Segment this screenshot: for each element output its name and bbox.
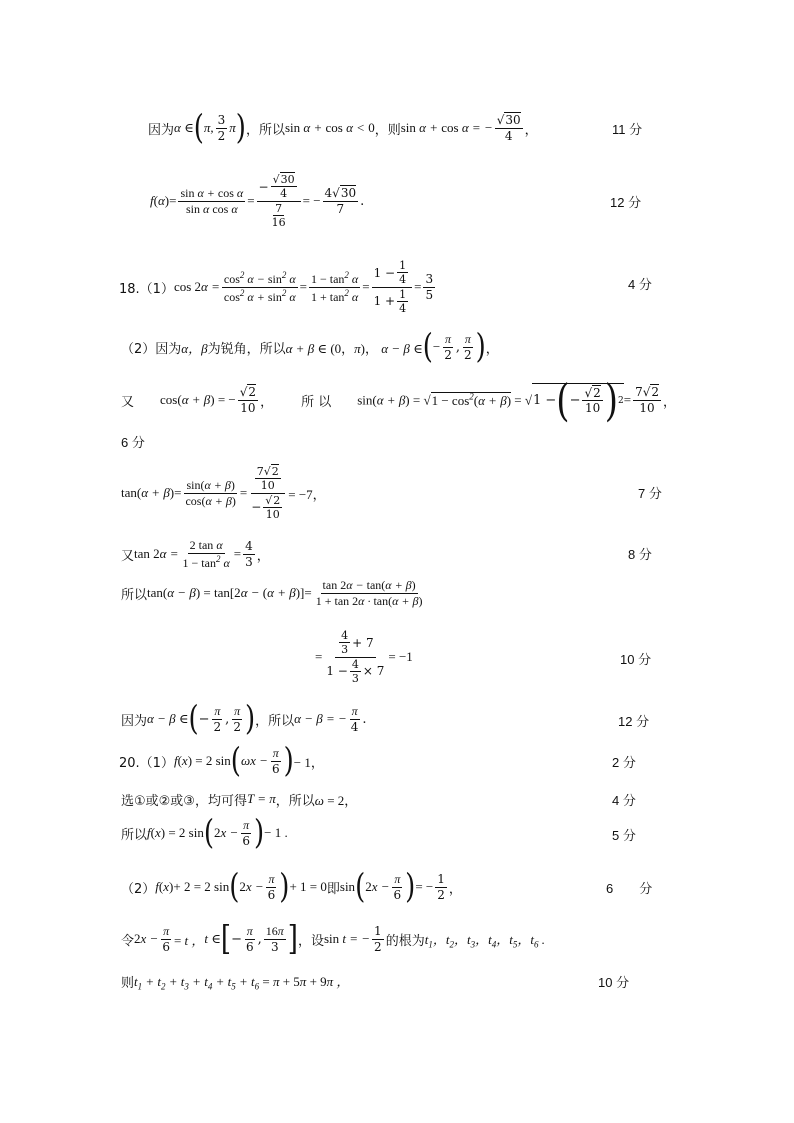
text-suoyi2: 所 以 <box>301 394 332 410</box>
sqrt-big: 1 − ( − $\frac{√2}{10}$ ) 2 <box>533 374 624 427</box>
paren-r5: ) <box>253 813 265 853</box>
line-20-2: （2） f(x)+ 2 = 2 sin ( 2x − $\frac{\pi}{6}$ ) + 1 = 0 即 sin ( 2x − $\frac{\pi}{6}$ ) = − $\frac{1}{2}$ ， <box>121 867 462 907</box>
math-sum-t: $t_1 + t_2 + t_3 + t_4 + t_5 + t_6 = \pi + 5\pi + 9\pi$ ， <box>134 973 350 992</box>
score-6a: 6 分 <box>121 435 145 450</box>
eq8: = <box>233 546 242 561</box>
q18-2-intro: （2）因为 <box>121 341 182 357</box>
frac-sqrt30-4: $\frac{√30}{4}$ <box>496 113 521 143</box>
minus1: − 1， <box>293 754 324 770</box>
frac-7sqrt2-10: $\frac{7√2}{10}$ <box>635 385 660 415</box>
eq3: = <box>299 279 307 294</box>
paren-l6: ( <box>229 867 240 907</box>
eq6: = <box>239 485 248 500</box>
text-comma: ， <box>524 122 538 138</box>
math-2x: 2x − <box>214 825 239 840</box>
math-sin-apb: $\sin(\alpha + \beta) = √1 - \cos^2(\alpha + \beta)$ = √ <box>357 391 532 408</box>
frac-1-2b: $\frac{1}{2}$ <box>374 924 382 954</box>
eq9: = <box>315 649 323 664</box>
text-ze: ，则 <box>374 122 401 138</box>
paren-r2: ) <box>475 327 486 367</box>
frac-result: $\frac{4√30}{7}$ <box>324 186 357 216</box>
text-she: ，设 <box>297 933 324 949</box>
paren-l4: ( <box>230 741 241 781</box>
text-yinwei: 因为 <box>148 122 175 138</box>
math-T: T = π <box>246 791 276 806</box>
sin2: sin <box>339 879 356 894</box>
math-tan-apb: tan(α + β)= <box>121 485 182 500</box>
frac-sin-cos: $\frac{\text{sin α + cos α}}{\text{sin α cos α}}$ <box>180 186 244 216</box>
math-tan-amb: tan(α − β) = tan[2α − (α + β)]= <box>147 585 312 600</box>
math-omega: ω = 2， <box>314 792 358 808</box>
score-2: 2 分 <box>612 755 636 770</box>
line-ze <box>121 970 349 992</box>
math-tan2a: tan 2α = <box>134 546 179 561</box>
line-tan-calc <box>315 624 413 690</box>
score-12a: 12 分 <box>610 195 642 210</box>
q20-2-label: （2） <box>121 881 156 897</box>
math-roots: $t_1$，$t_2$，$t_3$，$t_4$，$t_5$，$t_6$ . <box>424 931 545 950</box>
frac-pi6e: $\frac{\pi}{6}$ <box>162 924 170 954</box>
frac-pi2a: $\frac{\pi}{2}$ <box>444 332 452 362</box>
paren-l8: [ <box>220 919 232 959</box>
line-18-2: （2）因为 α，β 为锐角，所以 α + β ∈ (0，π)， α − β ∈ ( − $\frac{\pi}{2}$ , $\frac{\pi}{2}$ ) ， <box>121 327 499 367</box>
math-sum: sin α + cos α = − <box>400 120 493 135</box>
frac-1-2a: $\frac{1}{2}$ <box>437 872 445 902</box>
math-ineq: sin α + cos α < 0 <box>284 120 375 135</box>
math-apb: α + β ∈ (0，π)， α − β ∈ <box>285 340 423 356</box>
eq4: = <box>362 279 370 294</box>
frac-4-3: $\frac{4}{3}$ <box>245 539 253 569</box>
score-7: 7 分 <box>638 486 662 501</box>
frac-pi2b: $\frac{\pi}{2}$ <box>464 332 472 362</box>
math-ab: α，β <box>181 340 208 356</box>
score-5: 5 分 <box>612 828 636 843</box>
math-fx2: f(x) = 2 sin <box>147 825 204 840</box>
math-2x4: 2x − <box>134 931 159 946</box>
frac-tan-diff: $\frac{\tan 2\alpha - \tan(\alpha + \beta)}{1 + \tan 2\alpha \cdot \tan(\alpha + \beta)}$ <box>315 578 423 608</box>
text-ji: 即 <box>326 881 340 897</box>
math-wx: ωx − <box>240 753 268 768</box>
math-sint: sin t = − <box>323 931 371 946</box>
paren-r6: ) <box>279 867 290 907</box>
score-11: 11 分 <box>612 122 643 137</box>
score-12b: 12 分 <box>618 714 650 729</box>
frac-sin-cos-apb: $\frac{\sin(\alpha + \beta)}{\cos(\alpha + \beta)}$ <box>185 478 236 508</box>
frac-pi6a: $\frac{\pi}{6}$ <box>271 746 280 776</box>
q18-2-text: 为锐角，所以 <box>207 341 286 357</box>
frac-pi6b: $\frac{\pi}{6}$ <box>242 818 250 848</box>
frac-3-2: $\frac{3}{2}$ <box>217 113 226 143</box>
paren-l2: ( <box>422 327 433 367</box>
eq5: = <box>414 279 422 294</box>
line-amb: 因为 α − β ∈ ( − $\frac{\pi}{2}$ , $\frac{\pi}{2}$ ) ，所以 α − β = − $\frac{\pi}{4}$ . <box>121 699 367 739</box>
paren-l5: ( <box>203 813 215 853</box>
text-period: . <box>360 193 365 209</box>
text-suoyi3: 所以 <box>121 587 148 603</box>
text-choose: 选①或②或③，均可得 <box>121 793 247 809</box>
math-t: = t ， <box>173 932 205 948</box>
eq10: = −1 <box>388 649 413 664</box>
frac-pi2d: $\frac{\pi}{2}$ <box>233 704 241 734</box>
minus: − <box>432 339 441 354</box>
frac-quarter: 1 − $\frac{1}{4}$ 1 + $\frac{1}{4}$ <box>372 259 413 315</box>
text-you2: 又 <box>121 548 135 564</box>
frac-pi6d: $\frac{\pi}{6}$ <box>393 872 402 902</box>
plus1: + 1 = 0 <box>289 879 327 894</box>
text-ling: 令 <box>121 933 135 949</box>
math-amb-in: α − β ∈ <box>147 711 189 726</box>
paren-r8: ] <box>287 919 298 959</box>
line-tan2a: 又 tan 2α = $\frac{\text{2 tan α}}{1 - \tan^2 \alpha}$ = $\frac{4}{3}$ ， <box>121 538 270 570</box>
frac-complex: − $\frac{√30}{4}$ $\frac{7}{16}$ <box>257 173 301 229</box>
frac-calc: $\frac{4}{3}$ + 7 1 − $\frac{4}{3}$ × 7 <box>326 629 385 685</box>
paren-r7: ) <box>405 867 416 907</box>
line-you-cos: 又 cos(α + β) = − $\frac{√2}{10}$ ， 所 以 $\sin(\alpha + \beta) = √1 - \cos^2(\alpha + \beta)$ = √ 1 − ( − $\frac{√2}{10}$ ) 2 = $\frac{7√2}{10}$ ， <box>121 374 677 427</box>
line-2 <box>150 162 364 240</box>
paren-left: ( <box>193 108 204 148</box>
frac-pi4: $\frac{\pi}{4}$ <box>350 704 359 734</box>
paren-l7: ( <box>355 867 366 907</box>
math-pi: π, <box>203 120 214 135</box>
score-10a: 10 分 <box>620 652 652 667</box>
math-2x2: 2x − <box>239 879 264 894</box>
score-6b: 6 分 <box>606 881 653 896</box>
paren-l3: ( <box>188 699 199 739</box>
q20-label: 20.（1） <box>119 755 174 771</box>
line-20-choose <box>121 788 357 810</box>
math-alpha-in: α ∈ <box>174 120 194 135</box>
text-degen: 的根为 <box>385 933 425 949</box>
text-suoyi4: ，所以 <box>255 713 295 729</box>
math-t-in: t ∈ <box>204 931 221 946</box>
minus2: − 1 . <box>264 825 288 840</box>
math-pi2: π <box>229 120 236 135</box>
frac-sqrt2-10: $\frac{√2}{10}$ <box>239 385 257 415</box>
score-10b: 10 分 <box>598 975 630 990</box>
frac-pi6f: $\frac{\pi}{6}$ <box>245 924 254 954</box>
q18-label: 18.（1） <box>119 281 174 297</box>
score-4b: 4 分 <box>612 793 636 808</box>
eq1: = <box>247 193 255 208</box>
line-20-fx <box>121 814 288 852</box>
eq-sin: = <box>623 392 632 407</box>
line-tan-apb <box>121 455 326 531</box>
line-1 <box>148 108 538 148</box>
frac-2tan: $\frac{\text{2 tan α}}{1 - \tan^2 \alpha}$ <box>182 538 230 570</box>
text-choose2: ，所以 <box>275 793 315 809</box>
paren-right: ) <box>235 108 246 148</box>
line-ling: 令 2x − $\frac{\pi}{6}$ = t ， t ∈ [ − $\frac{\pi}{6}$ , $\frac{16\pi}{3}$ ] ，设 sin t = − $\frac{1}{2}$ 的根为 $t_1$，$t_2$，$t_3$，$t_4$，$t_5$，$t_6$ . <box>121 919 545 959</box>
math-f-alpha: f(α)= <box>150 193 177 208</box>
line-20-1 <box>119 742 324 780</box>
frac-pi6c: $\frac{\pi}{6}$ <box>267 872 276 902</box>
line-tan-amb <box>121 574 427 612</box>
text-ze2: 则 <box>121 975 135 991</box>
math-cos-apb: cos(α + β) = − <box>160 392 236 407</box>
score-4a: 4 分 <box>628 277 652 292</box>
frac-16pi3: $\frac{16\pi}{3}$ <box>265 924 284 954</box>
math-fx: f(x) = 2 sin <box>173 753 231 768</box>
math-fx3: f(x)+ 2 = 2 sin <box>155 879 230 894</box>
math-2x3: 2x − <box>365 879 390 894</box>
eq11: = − <box>415 879 434 894</box>
text-you: 又 <box>121 394 135 410</box>
eq7: = −7， <box>288 486 326 502</box>
text-suoyi5: 所以 <box>121 827 148 843</box>
text-yinwei2: 因为 <box>121 713 148 729</box>
math-amb-val: α − β = − <box>294 711 347 726</box>
frac-tan-vals: $\frac{7√2}{10}$ − $\frac{√2}{10}$ <box>249 465 286 521</box>
frac-3-5: $\frac{3}{5}$ <box>425 272 434 302</box>
text-suoyi: ，所以 <box>245 122 285 138</box>
math-cos2a: cos 2α = <box>173 279 220 294</box>
frac-cos-sin: $\frac{\cos^2 \alpha - \sin^2 \alpha}{\cos^2 \alpha + \sin^2 \alpha}$ <box>223 270 296 304</box>
score-8: 8 分 <box>628 547 652 562</box>
paren-r4: ) <box>283 741 294 781</box>
paren-r3: ) <box>244 699 256 739</box>
frac-pi2c: $\frac{\pi}{2}$ <box>213 704 222 734</box>
eq2: = − <box>302 193 321 208</box>
frac-tan: $\frac{1 - \tan^2 \alpha}{1 + \tan^2 \alpha}$ <box>310 270 359 304</box>
line-18-1 <box>119 258 437 316</box>
